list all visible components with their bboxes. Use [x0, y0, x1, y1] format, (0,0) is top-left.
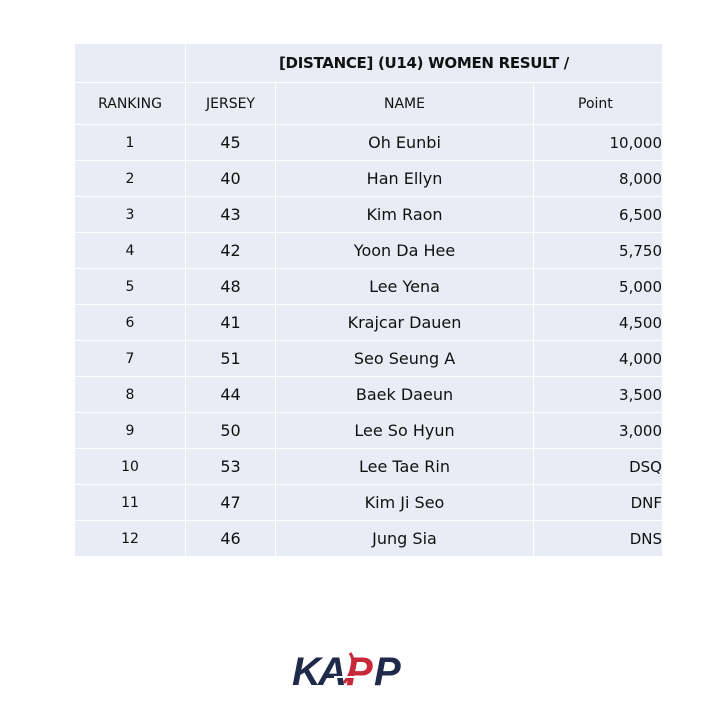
header-jersey: JERSEY [186, 83, 276, 124]
jersey-cell: 53 [186, 449, 276, 484]
kapp-logo-icon [290, 647, 414, 693]
point-cell: 6,500 [619, 205, 662, 224]
rank-cell: 10 [75, 449, 186, 484]
rank-cell: 1 [75, 125, 186, 160]
point-cell: 8,000 [619, 169, 662, 188]
rank-cell: 4 [75, 233, 186, 268]
name-cell: Han Ellyn [276, 161, 534, 196]
table-row [75, 449, 662, 485]
header-point: Point [578, 95, 613, 112]
table-row [75, 341, 662, 377]
name-cell: Jung Sia [276, 521, 534, 556]
jersey-cell: 42 [186, 233, 276, 268]
name-cell: Seo Seung A [276, 341, 534, 376]
table-row [75, 269, 662, 305]
table-header-row [75, 83, 662, 125]
name-cell: Lee Yena [276, 269, 534, 304]
point-cell: 3,000 [619, 421, 662, 440]
name-cell: Kim Raon [276, 197, 534, 232]
point-cell: 4,500 [619, 313, 662, 332]
table-row [75, 521, 662, 557]
table-row [75, 485, 662, 521]
point-cell: 3,500 [619, 385, 662, 404]
rank-cell: 11 [75, 485, 186, 520]
svg-text:P: P [374, 650, 401, 693]
name-cell: Krajcar Dauen [276, 305, 534, 340]
svg-text:K: K [292, 650, 321, 693]
table-row [75, 161, 662, 197]
name-cell: Kim Ji Seo [276, 485, 534, 520]
rank-cell: 2 [75, 161, 186, 196]
rank-cell: 3 [75, 197, 186, 232]
svg-text:P: P [346, 650, 373, 693]
results-table [75, 44, 662, 557]
kapp-logo [290, 647, 414, 693]
rank-cell: 8 [75, 377, 186, 412]
svg-text:A: A [318, 650, 347, 693]
name-cell: Lee So Hyun [276, 413, 534, 448]
title-empty-cell [75, 44, 186, 82]
rank-cell: 6 [75, 305, 186, 340]
header-ranking: RANKING [75, 83, 186, 124]
jersey-cell: 44 [186, 377, 276, 412]
jersey-cell: 43 [186, 197, 276, 232]
table-row [75, 233, 662, 269]
jersey-cell: 48 [186, 269, 276, 304]
table-row [75, 413, 662, 449]
jersey-cell: 45 [186, 125, 276, 160]
jersey-cell: 41 [186, 305, 276, 340]
table-row [75, 125, 662, 161]
jersey-cell: 40 [186, 161, 276, 196]
name-cell: Lee Tae Rin [276, 449, 534, 484]
point-cell: DNS [629, 529, 662, 548]
jersey-cell: 51 [186, 341, 276, 376]
point-cell: 4,000 [619, 349, 662, 368]
point-cell: 5,000 [619, 277, 662, 296]
table-row [75, 197, 662, 233]
point-cell: 10,000 [609, 133, 662, 152]
table-title-row [75, 44, 662, 83]
jersey-cell: 46 [186, 521, 276, 556]
table-row [75, 305, 662, 341]
name-cell: Yoon Da Hee [276, 233, 534, 268]
table-row [75, 377, 662, 413]
name-cell: Oh Eunbi [276, 125, 534, 160]
point-cell: DNF [630, 493, 662, 512]
rank-cell: 12 [75, 521, 186, 556]
rank-cell: 9 [75, 413, 186, 448]
jersey-cell: 47 [186, 485, 276, 520]
name-cell: Baek Daeun [276, 377, 534, 412]
jersey-cell: 50 [186, 413, 276, 448]
header-name: NAME [276, 83, 534, 124]
rank-cell: 5 [75, 269, 186, 304]
table-title: [DISTANCE] (U14) WOMEN RESULT / [279, 54, 569, 72]
point-cell: DSQ [629, 457, 662, 476]
rank-cell: 7 [75, 341, 186, 376]
point-cell: 5,750 [619, 241, 662, 260]
